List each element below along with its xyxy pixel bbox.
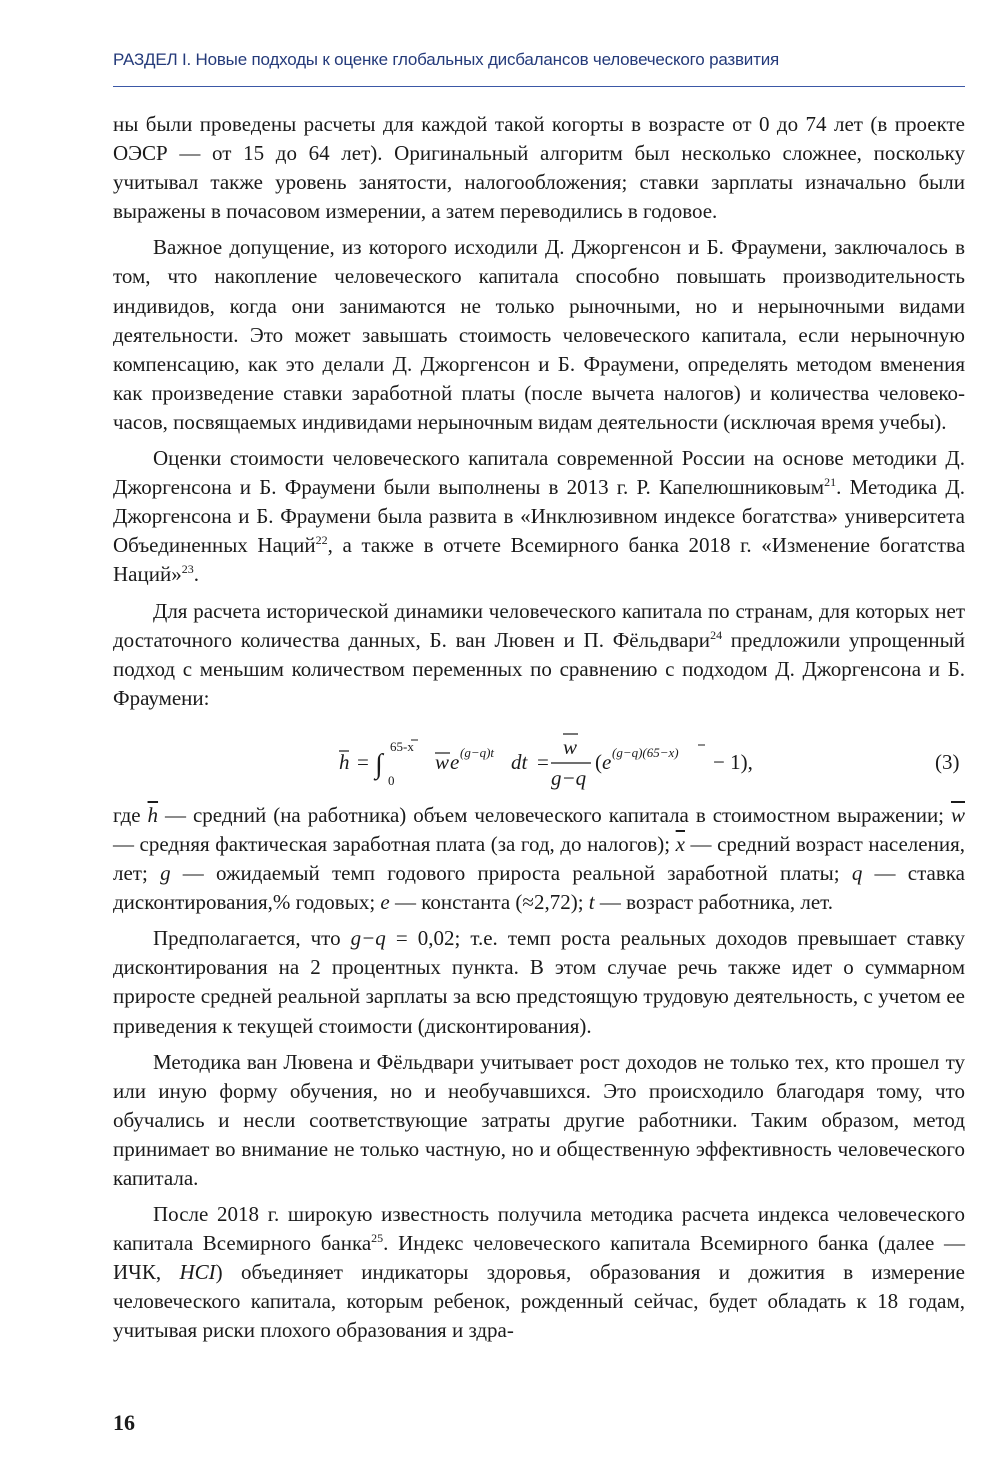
paragraph-4 — [113, 597, 965, 713]
integral-lower-limit: 0 — [388, 772, 395, 788]
p8-text-c: ) объединяет индикаторы здоровья, образования и дожития в измерение человеческого капитала, которым ребенок, рожденный сейчас, будет обладать к 18 годам, учитывая риски плохого образования и здра- — [113, 1260, 965, 1343]
formula-number: (3) — [935, 749, 960, 774]
symbol-h: $\overline{h}$ — [147, 802, 159, 827]
formula-exp-2: (g−q)(65−x) — [612, 744, 679, 760]
formula-e: e — [450, 749, 460, 774]
paragraph-7: Методика ван Лювена и Фёльдвари учитывает рост доходов не только тех, кто прошел ту или иную форму обучения, но и необучавшихся. Это происходило благодаря тому, что обучались и несли соответствующие затраты другие работники. Таким образом, метод принимает во внимание не только частную, но и общественную эффективность человеческого капитала. — [113, 1049, 965, 1190]
fraction-numerator: w — [563, 734, 578, 759]
abbr-hci: HCI — [179, 1260, 216, 1285]
paragraph-5 — [113, 801, 965, 917]
fraction-denominator: g−q — [551, 765, 587, 790]
p5-text-e: — ожидаемый темп годового прироста реальной заработной платы; — [170, 861, 852, 886]
p5-text-h: — возраст работника, лет. — [594, 890, 833, 915]
p4-text-b: предложили упрощенный подход с меньшим количеством переменных по сравнению с подходом Д. Джоргенсона и Б. Фраумени: — [113, 627, 966, 710]
p6-text-a: Предполагается, что — [153, 926, 351, 951]
p3-text-b: . Методика Д. Джоргенсона и Б. Фраумени была развита в «Инклюзивном индексе богатства» университета Объединенных Наций — [113, 475, 965, 558]
paragraph-6 — [113, 924, 965, 1040]
footnote-ref-21: 21 — [824, 475, 837, 490]
p5-text-f: — ставка дисконтирования,% годовых; — [113, 861, 965, 915]
page-number: 16 — [113, 1410, 135, 1435]
formula-3 — [113, 727, 965, 791]
formula-dt: dt — [511, 749, 528, 774]
footnote-ref-24: 24 — [710, 627, 723, 642]
formula-e-2: e — [602, 749, 612, 774]
symbol-g-minus-q: g−q — [350, 926, 386, 951]
formula-w: w — [435, 749, 450, 774]
p5-text-a: где — [113, 802, 148, 827]
p8-text-b: . Индекс человеческого капитала Всемирного банка (далее — ИЧК, — [113, 1231, 965, 1285]
paragraph-1: ны были проведены расчеты для каждой такой когорты в возрасте от 0 до 74 лет (в проекте ОЭСР — от 15 до 64 лет). Оригинальный алгоритм был несколько сложнее, поскольку учитывал также уровень занятости, налогообложения; ставки зарплаты изначально были выражены в почасовом измерении, а затем переводились в годовое. — [113, 112, 965, 224]
header-rule — [113, 86, 965, 87]
integral-sign: ∫ — [375, 748, 383, 780]
p3-text-a: Оценки стоимости человеческого капитала современной России на основе методики Д. Джоргенсона и Б. Фраумени были выполнены в 2013 г. Р. Капелюшниковым — [113, 446, 965, 500]
p5-text-b: — средний (на работника) объем человеческого капитала в стоимостном выражении; — [158, 802, 951, 827]
p5-text-g: — константа (≈2,72); — [389, 890, 589, 915]
formula-lhs-h: h — [339, 749, 350, 774]
footnote-ref-25: 25 — [371, 1231, 384, 1246]
paragraph-2: Важное допущение, из которого исходили Д. Джоргенсон и Б. Фраумени, заключалось в том, что накопление человеческого капитала способно повышать производительность индивидов, когда они занимаются не только рыночными, но и нерыночными видами деятельности. Это может завышать стоимость человеческого капитала, если нерыночную компенсацию, как это делали Д. Джоргенсон и Б. Фраумени, определять методом вменения как произведение ставки заработной платы (после вычета налогов) и количества человеко-часов, посвящаемых индивидами нерыночным видам деятельности (исключая время учебы). — [113, 235, 965, 434]
running-header: РАЗДЕЛ I. Новые подходы к оценке глобальных дисбалансов человеческого развития — [113, 50, 779, 69]
symbol-e: e — [380, 890, 390, 915]
body-text — [113, 110, 965, 1346]
footnote-ref-23: 23 — [181, 562, 194, 577]
symbol-g: g — [160, 861, 171, 886]
p3-text-d: . — [193, 562, 199, 587]
footnote-ref-22: 22 — [315, 533, 328, 548]
p8-text-a: После 2018 г. широкую известность получила методика расчета индекса человеческого капитала Всемирного банка — [113, 1202, 965, 1256]
formula-eq-2: = — [537, 749, 549, 774]
formula-paren: ( — [595, 749, 602, 774]
p4-text-a: Для расчета исторической динамики человеческого капитала по странам, для которых нет достаточного количества данных, Б. ван Лювен и П. Фёльдвари — [113, 598, 965, 652]
symbol-w: $\overline{w}$ — [950, 802, 965, 827]
p5-text-d: — средний возраст населения, лет; — [113, 831, 965, 886]
formula-tail: − 1), — [713, 749, 753, 774]
formula-exp-1: (g−q)t — [460, 744, 495, 760]
paragraph-3 — [113, 444, 965, 589]
p3-text-c: , а также в отчете Всемирного банка 2018 г. «Изменение богатства Наций» — [113, 533, 966, 587]
paragraph-8 — [113, 1200, 965, 1345]
integral-upper-limit: 65-x — [390, 738, 414, 754]
symbol-t: t — [588, 890, 595, 915]
formula-eq-1: = — [357, 749, 369, 774]
p5-text-c: — средняя фактическая заработная плата (за год, до налогов); — [113, 831, 676, 856]
symbol-x: $\overline{x}$ — [675, 831, 685, 856]
p6-text-b: = 0,02; т.е. темп роста реальных доходов превышает ставку дисконтирования на 2 процентных пункта. В этом случае речь также идет о суммарном приросте средней реальной зарплаты за всю предстоящую трудовую деятельность, с учетом ее приведения к текущей стоимости (дисконтирования). — [113, 926, 965, 1038]
symbol-q: q — [851, 861, 863, 886]
